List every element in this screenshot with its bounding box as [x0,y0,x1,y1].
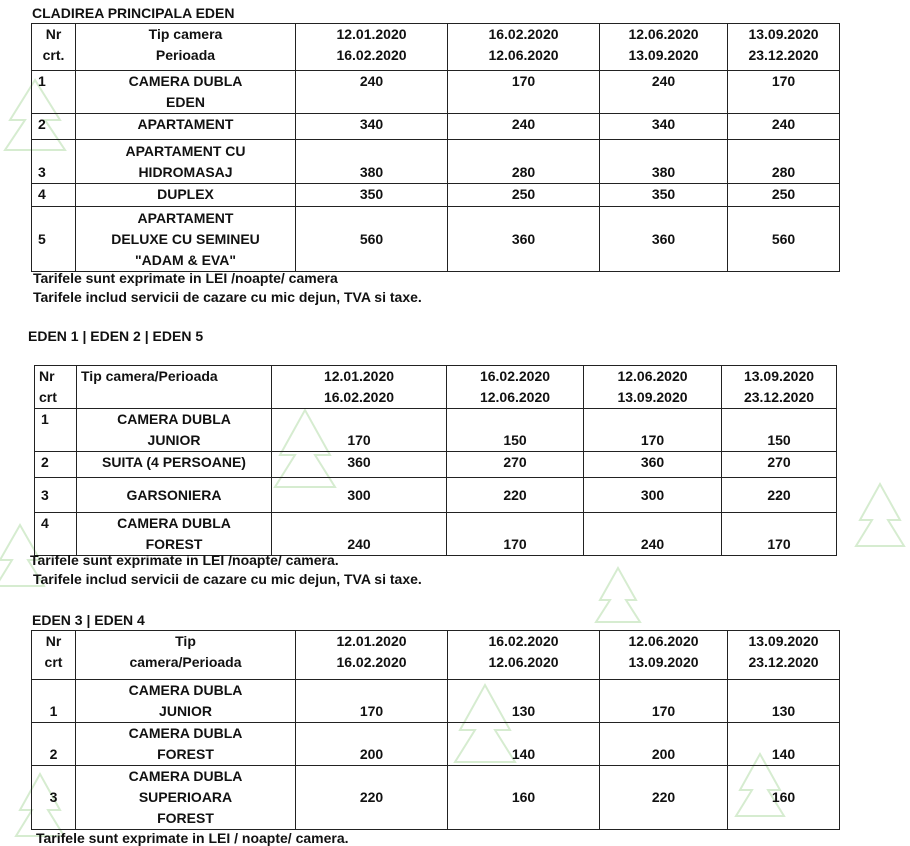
table-row [32,184,840,207]
price-cell: 200 [600,723,728,766]
room-type: CAMERA DUBLA JUNIOR [77,409,272,452]
price-cell: 170 [296,680,448,723]
price-cell: 170 [728,71,840,114]
row-nr: 1 [35,409,77,452]
header-tip: Tip camera/Perioada [77,366,272,409]
note-currency: Tarifele sunt exprimate in LEI /noapte/ camera [33,270,338,286]
header-period-2: 16.02.2020 12.06.2020 [448,631,600,680]
price-table-eden-3-4 [31,630,840,830]
table-row [32,723,840,766]
header-period-3: 12.06.2020 13.09.2020 [584,366,722,409]
header-period-3: 12.06.2020 13.09.2020 [600,24,728,71]
room-type: CAMERA DUBLA JUNIOR [76,680,296,723]
price-cell: 560 [296,207,448,272]
row-nr: 3 [32,766,76,830]
row-nr: 4 [32,184,76,207]
table-row [35,513,837,556]
price-cell: 220 [296,766,448,830]
price-cell: 140 [728,723,840,766]
price-cell: 350 [296,184,448,207]
price-cell: 160 [728,766,840,830]
row-nr: 4 [35,513,77,556]
price-cell: 250 [728,184,840,207]
price-cell: 170 [447,513,584,556]
price-cell: 360 [584,452,722,478]
price-cell: 170 [584,409,722,452]
price-cell: 350 [600,184,728,207]
table-row [32,680,840,723]
price-cell: 200 [296,723,448,766]
price-cell: 300 [584,478,722,513]
header-period-1: 12.01.2020 16.02.2020 [296,24,448,71]
room-type: CAMERA DUBLA EDEN [76,71,296,114]
price-cell: 240 [584,513,722,556]
row-nr: 2 [32,723,76,766]
price-cell: 560 [728,207,840,272]
header-period-1: 12.01.2020 16.02.2020 [296,631,448,680]
price-cell: 360 [600,207,728,272]
room-type: APARTAMENT CU HIDROMASAJ [76,140,296,184]
price-cell: 360 [448,207,600,272]
price-cell: 340 [296,114,448,140]
price-cell: 300 [272,478,447,513]
section1-title: CLADIREA PRINCIPALA EDEN [32,5,235,21]
price-cell: 280 [448,140,600,184]
table-row [32,71,840,114]
room-type: CAMERA DUBLA FOREST [77,513,272,556]
price-cell: 240 [728,114,840,140]
header-nr: Nr crt [35,366,77,409]
header-nr: Nr crt. [32,24,76,71]
row-nr: 2 [35,452,77,478]
price-cell: 340 [600,114,728,140]
header-period-4: 13.09.2020 23.12.2020 [722,366,837,409]
price-cell: 270 [447,452,584,478]
header-period-3: 12.06.2020 13.09.2020 [600,631,728,680]
row-nr: 5 [32,207,76,272]
header-period-2: 16.02.2020 12.06.2020 [448,24,600,71]
room-type: APARTAMENT [76,114,296,140]
table-row [35,478,837,513]
note-included: Tarifele includ servicii de cazare cu mic dejun, TVA si taxe. [33,571,422,587]
price-table-main [31,23,840,272]
room-type: CAMERA DUBLA FOREST [76,723,296,766]
section2-title: EDEN 1 | EDEN 2 | EDEN 5 [28,328,204,344]
price-cell: 160 [448,766,600,830]
note-currency: Tarifele sunt exprimate in LEI /noapte/ camera. [30,552,339,568]
note-currency: Tarifele sunt exprimate in LEI / noapte/ camera. [36,830,349,846]
row-nr: 1 [32,71,76,114]
table-header-row [35,366,837,409]
header-period-1: 12.01.2020 16.02.2020 [272,366,447,409]
price-cell: 280 [728,140,840,184]
price-cell: 220 [447,478,584,513]
price-cell: 240 [272,513,447,556]
header-tip: Tip camera/Perioada [76,631,296,680]
price-cell: 170 [722,513,837,556]
price-cell: 130 [448,680,600,723]
header-period-4: 13.09.2020 23.12.2020 [728,631,840,680]
price-cell: 270 [722,452,837,478]
price-cell: 360 [272,452,447,478]
row-nr: 1 [32,680,76,723]
room-type: SUITA (4 PERSOANE) [77,452,272,478]
price-cell: 150 [447,409,584,452]
row-nr: 3 [32,140,76,184]
room-type: DUPLEX [76,184,296,207]
table-header-row [32,24,840,71]
price-cell: 170 [448,71,600,114]
table-header-row [32,631,840,680]
table-row [35,409,837,452]
price-table-eden-1-2-5 [34,365,837,556]
note-included: Tarifele includ servicii de cazare cu mic dejun, TVA si taxe. [33,289,422,305]
table-row [35,452,837,478]
price-cell: 170 [600,680,728,723]
room-type: CAMERA DUBLA SUPERIOARA FOREST [76,766,296,830]
row-nr: 2 [32,114,76,140]
price-cell: 380 [296,140,448,184]
price-cell: 380 [600,140,728,184]
price-cell: 220 [722,478,837,513]
section3-title: EDEN 3 | EDEN 4 [32,612,145,628]
table-row [32,140,840,184]
price-cell: 240 [296,71,448,114]
price-cell: 240 [448,114,600,140]
row-nr: 3 [35,478,77,513]
header-tip: Tip camera Perioada [76,24,296,71]
header-period-4: 13.09.2020 23.12.2020 [728,24,840,71]
table-row [32,114,840,140]
price-cell: 150 [722,409,837,452]
header-nr: Nr crt [32,631,76,680]
table-row [32,766,840,830]
price-cell: 170 [272,409,447,452]
room-type: GARSONIERA [77,478,272,513]
price-cell: 220 [600,766,728,830]
price-cell: 250 [448,184,600,207]
price-cell: 240 [600,71,728,114]
price-cell: 130 [728,680,840,723]
price-cell: 140 [448,723,600,766]
header-period-2: 16.02.2020 12.06.2020 [447,366,584,409]
room-type: APARTAMENT DELUXE CU SEMINEU "ADAM & EVA" [76,207,296,272]
table-row [32,207,840,272]
